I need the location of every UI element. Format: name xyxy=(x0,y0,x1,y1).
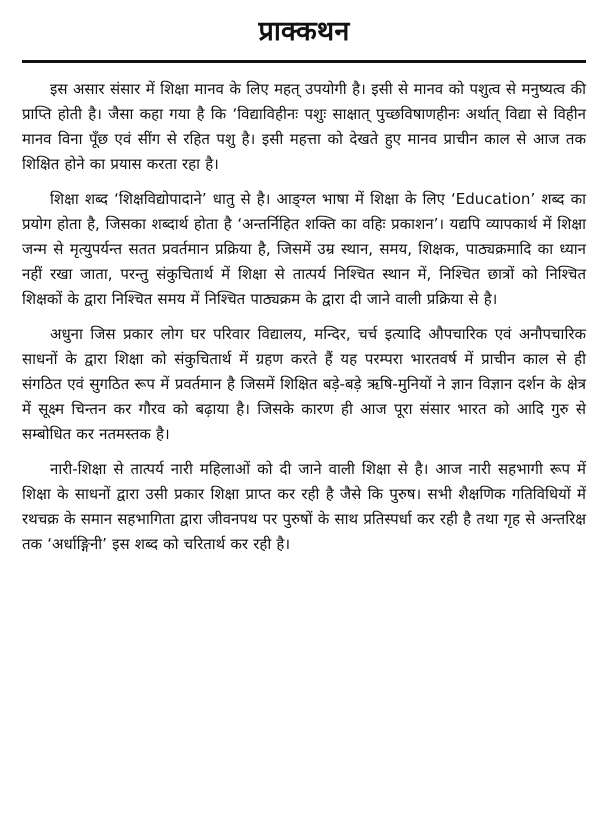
page-title: प्राक्कथन xyxy=(258,16,350,47)
body-paragraph-3: अधुना जिस प्रकार लोग घर परिवार विद्यालय, मन्दिर, चर्च इत्यादि औपचारिक एवं अनौपचारिक साधनों के द्वारा शिक्षा को संकुचितार्थ में ग्रहण करते हैं यह परम्परा भारतवर्ष में प्राचीन काल से ही संगठित एवं सुगठित रूप में प्रवर्तमान है जिसमें शिक्षित बड़े-बड़े ऋषि-मुनियों ने ज्ञान विज्ञान दर्शन के क्षेत्र में सूक्ष्म चिन्तन कर गौरव को बढ़ाया है। जिसके कारण ही आज पूरा संसार भारत को आदि गुरु से सम्बोधित कर नतमस्तक है। xyxy=(22,325,586,443)
title-underline xyxy=(22,60,586,63)
body-paragraph-2: शिक्षा शब्द ‘शिक्षविद्योपादाने’ धातु से है। आङ्ग्ल भाषा में शिक्षा के लिए ‘Education’ शब्द का प्रयोग होता है, जिसका शब्दार्थ होता है ‘अन्तर्निहित शक्ति का वहिः प्रकाशन’। यद्यपि व्यापकार्थ में शिक्षा जन्म से मृत्युपर्यन्त सतत प्रवर्तमान प्रक्रिया है, जिसमें उम्र स्थान, समय, शिक्षक, पाठ्यक्रमादि का ध्यान नहीं रखा जाता, परन्तु संकुचितार्थ में शिक्षा से तात्पर्य निश्चित स्थान में, निश्चित छात्रों को निश्चित शिक्षकों के द्वारा निश्चित समय में निश्चित पाठ्यक्रम के द्वारा दी जाने वाली प्रक्रिया से है। xyxy=(22,190,586,308)
body-paragraph-1: इस असार संसार में शिक्षा मानव के लिए महत् उपयोगी है। इसी से मानव को पशुत्व से मनुष्यत्व की प्राप्ति होती है। जैसा कहा गया है कि ‘विद्याविहीनः पशुः साक्षात् पुच्छविषाणहीनः अर्थात् विद्या से विहीन मानव विना पूँछ एवं सींग से रहित पशु है। इसी महत्ता को देखते हुए मानव प्राचीन काल से आज तक शिक्षित होने का प्रयास करता रहा है। xyxy=(22,80,587,173)
document-body xyxy=(22,77,586,557)
body-paragraph-4: नारी-शिक्षा से तात्पर्य नारी महिलाओं को दी जाने वाली शिक्षा से है। आज नारी सहभागी रूप में शिक्षा के साधनों द्वारा उसी प्रकार शिक्षा प्राप्त कर रही है जैसे कि पुरुष। सभी शैक्षणिक गतिविधियों में रथचक्र के समान सहभागिता द्वारा जीवनपथ पर पुरुषों के साथ प्रतिस्पर्धा कर रही है तथा गृह से अन्तरिक्ष तक ‘अर्धाङ्गिनी’ इस शब्द को चरितार्थ कर रही है। xyxy=(22,460,586,553)
